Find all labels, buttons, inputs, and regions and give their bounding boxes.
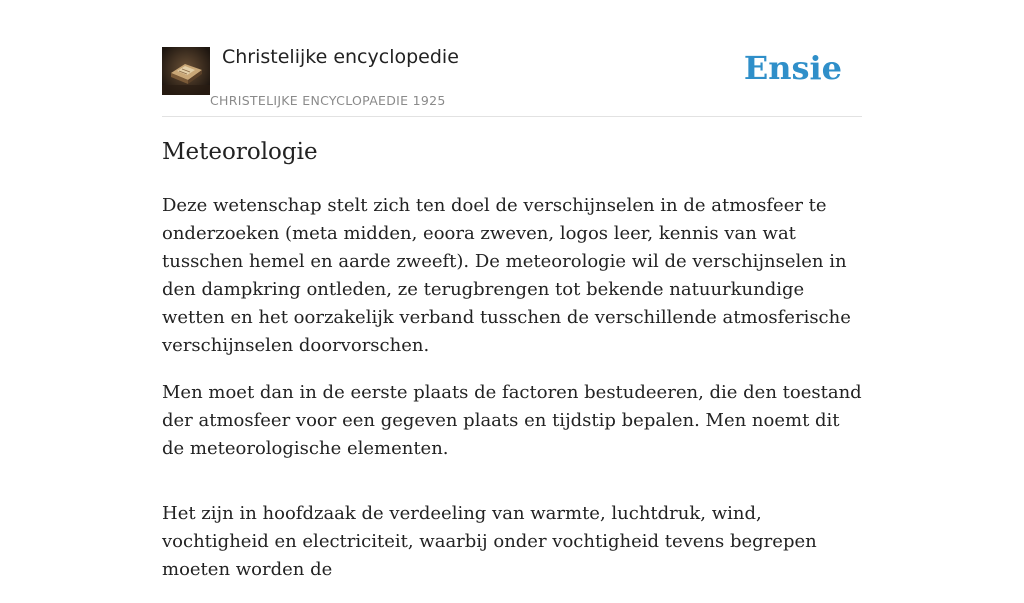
book-photo-icon	[162, 47, 210, 95]
paragraph: Het zijn in hoofdzaak de verdeeling van warmte, luchtdruk, wind, vochtigheid en electriciteit, waarbij onder vochtigheid tevens begrepen moeten worden de	[162, 503, 817, 580]
source-header	[162, 40, 862, 117]
article-body	[162, 192, 862, 603]
brand-logo[interactable]: Ensie	[743, 49, 842, 87]
source-avatar-icon[interactable]	[162, 47, 210, 95]
paragraph: Men moet dan in de eerste plaats de factoren bestudeeren, die den toestand der atmosfeer voor een gegeven plaats en tijdstip bepalen. Men noemt dit de meteorologische elementen.	[162, 382, 862, 459]
paragraph: Deze wetenschap stelt zich ten doel de verschijnselen in de atmosfeer te onderzoeken (meta midden, eoora zweven, logos leer, kennis van wat tusschen hemel en aarde zweeft). De meteorologie wil de verschijnselen in den dampkring ontleden, ze terugbrengen tot bekende natuurkundige wetten en het oorzakelijk verband tusschen de verschillende atmosferische verschijnselen doorvorschen.	[162, 195, 851, 356]
article-title: Meteorologie	[162, 139, 318, 165]
source-subtitle: CHRISTELIJKE ENCYCLOPAEDIE 1925	[210, 93, 446, 108]
source-name-link[interactable]: Christelijke encyclopedie	[222, 46, 459, 68]
